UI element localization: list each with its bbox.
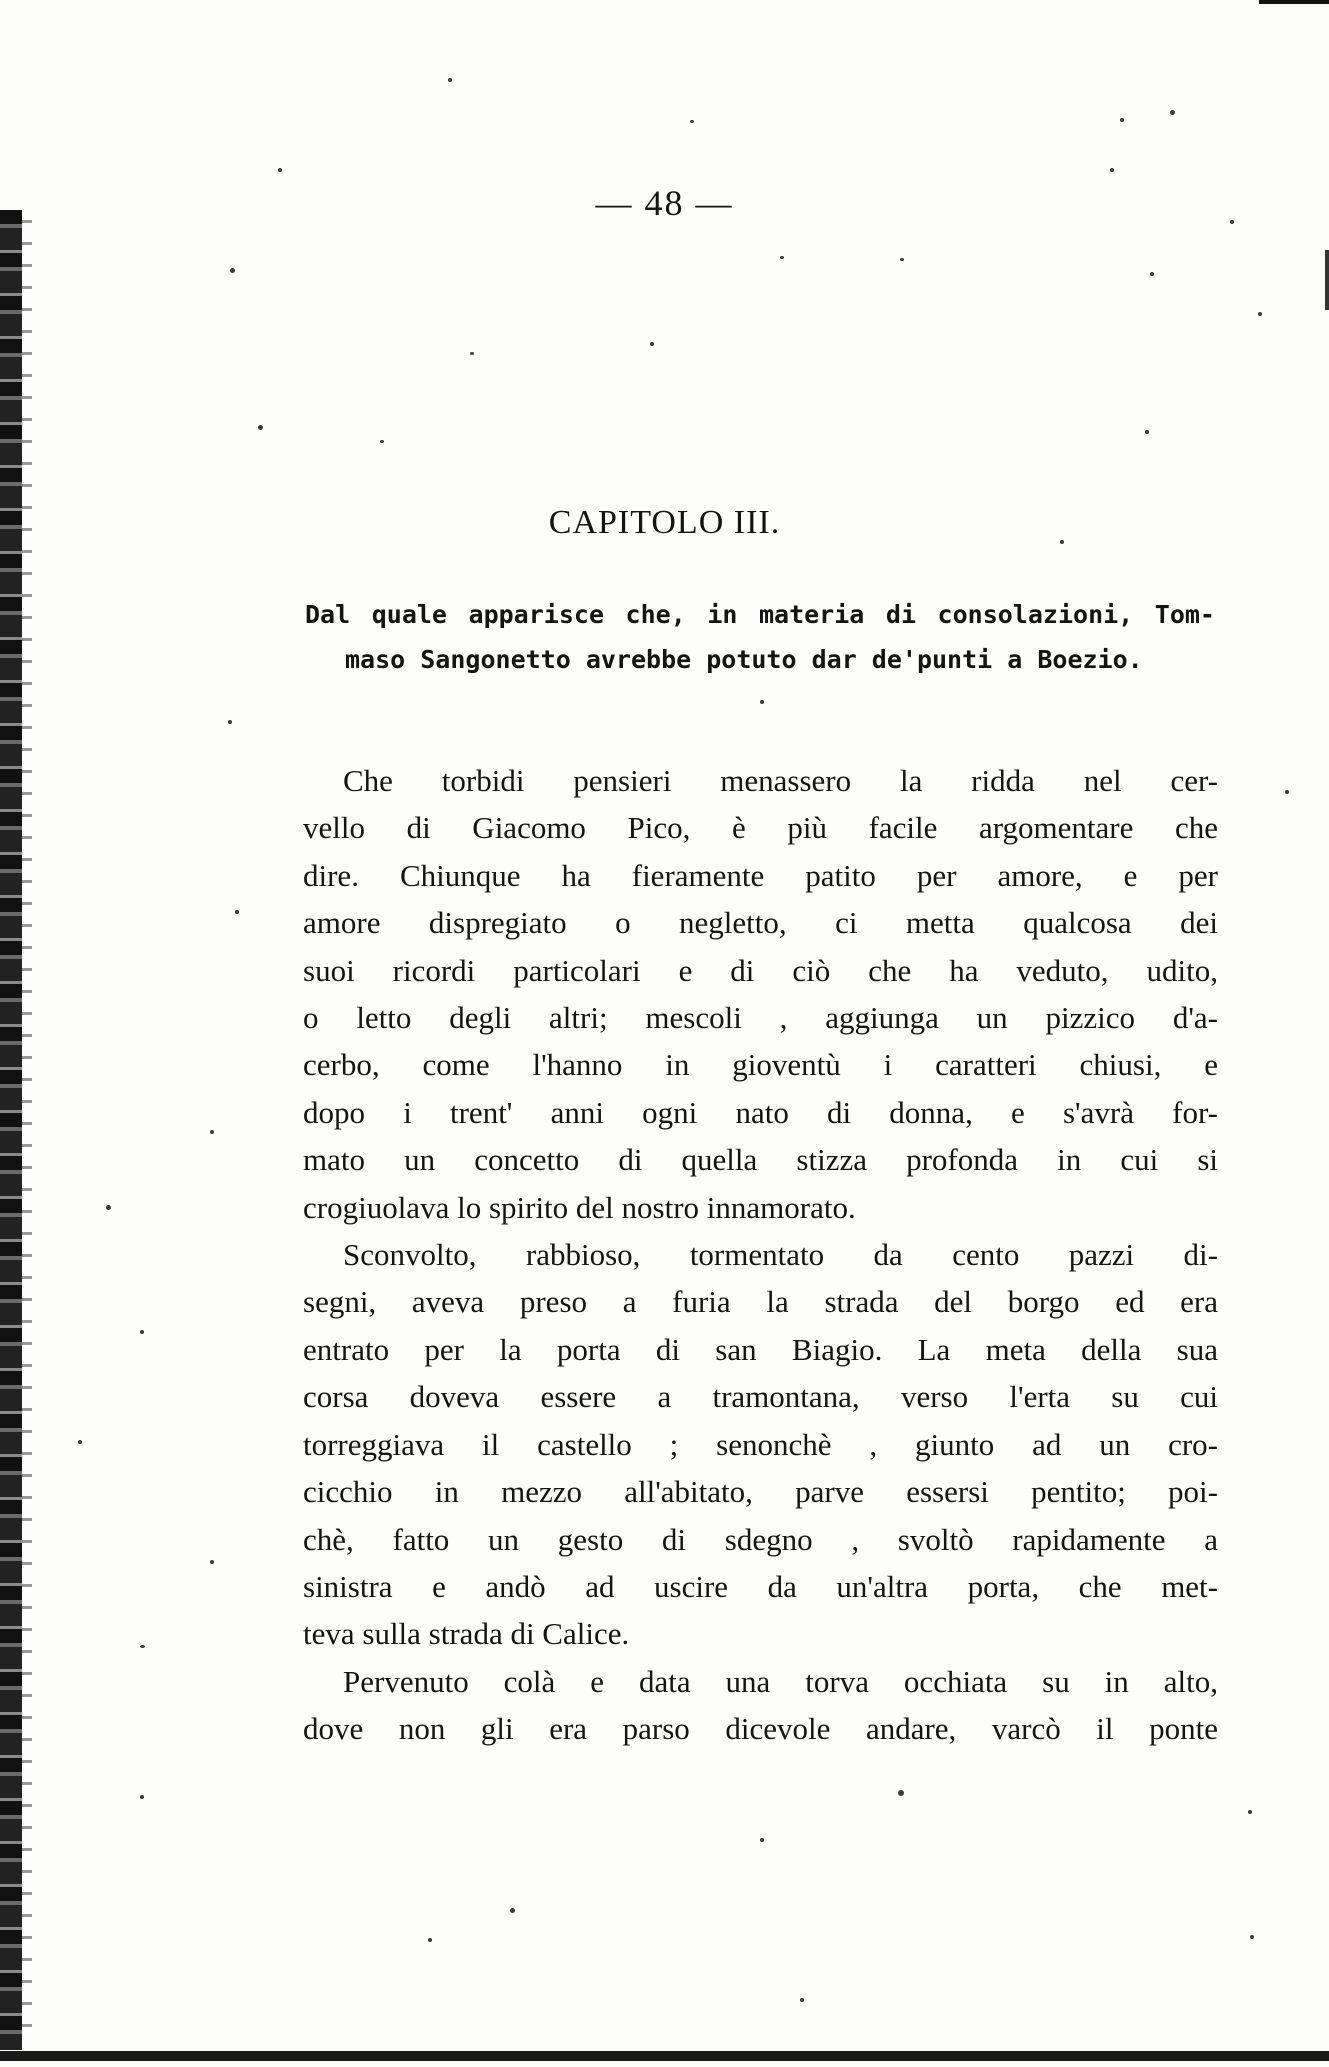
text-line: cicchio in mezzo all'abitato, parve essersi pentito; poi- (303, 1474, 1218, 1510)
text-line: torreggiava il castello ; senonchè , giunto ad un cro- (303, 1426, 1218, 1462)
text-line: o letto degli altri; mescoli , aggiunga un pizzico d'a- (303, 1000, 1218, 1036)
binding-edge (0, 210, 22, 2050)
scan-speck (210, 1130, 214, 1134)
scan-speck (510, 1908, 515, 1913)
text-line: cerbo, come l'hanno in gioventù i caratteri chiusi, e (303, 1047, 1218, 1083)
scan-speck (760, 700, 764, 704)
scan-speck (210, 1560, 214, 1564)
body-text (303, 757, 1218, 1753)
scan-speck (690, 120, 694, 123)
text-line: dove non gli era parso dicevole andare, varcò il ponte (303, 1711, 1218, 1747)
scan-speck (760, 1838, 764, 1842)
scan-speck (780, 256, 784, 259)
scan-speck (230, 268, 235, 273)
scan-speck (140, 1795, 144, 1799)
scan-speck (1170, 110, 1175, 115)
scan-speck (1285, 790, 1289, 794)
scan-speck (78, 1440, 82, 1444)
text-line: crogiuolava lo spirito del nostro innamorato. (303, 1189, 856, 1225)
text-line: Che torbidi pensieri menassero la ridda nel cer- (343, 763, 1218, 798)
text-line: entrato per la porta di san Biagio. La meta della sua (303, 1331, 1218, 1367)
scan-speck (106, 1205, 111, 1210)
scan-speck (448, 78, 452, 82)
paragraph (303, 1658, 1218, 1753)
scan-speck (258, 425, 263, 430)
right-edge (1325, 250, 1329, 310)
text-line: Pervenuto colà e data una torva occhiata su in alto, (343, 1663, 1218, 1699)
text-line: vello di Giacomo Pico, è più facile argomentare che (303, 810, 1218, 846)
text-line: dire. Chiunque ha fieramente patito per amore, e per (303, 857, 1218, 893)
scan-speck (1248, 1810, 1252, 1814)
page-number: — 48 — (595, 183, 734, 223)
text-line: dopo i trent' anni ogni nato di donna, e s'avrà for- (303, 1094, 1218, 1130)
text-line: sinistra e andò ad uscire da un'altra porta, che met- (303, 1568, 1218, 1604)
paragraph (303, 1231, 1218, 1658)
scan-speck (470, 352, 474, 355)
text-line: mato un concetto di quella stizza profonda in cui si (303, 1142, 1218, 1178)
scan-speck (1150, 272, 1154, 276)
text-line: segni, aveva preso a furia la strada del borgo ed era (303, 1284, 1218, 1320)
scan-speck (1120, 118, 1124, 122)
scan-speck (1250, 1935, 1254, 1939)
chapter-summary (305, 592, 1215, 682)
binding-edge-shadow (22, 220, 32, 2040)
scan-speck (1145, 430, 1149, 434)
text-line: suoi ricordi particolari e di ciò che ha veduto, udito, (303, 952, 1218, 988)
scan-speck (800, 1998, 804, 2002)
scan-speck (900, 258, 904, 261)
summary-line: Dal quale apparisce che, in materia di consolazioni, Tom- (305, 600, 1215, 629)
bottom-edge (0, 2051, 1329, 2061)
scan-speck (140, 1330, 144, 1334)
scan-speck (380, 440, 384, 443)
scan-speck (1110, 168, 1114, 172)
paragraph (303, 757, 1218, 1231)
text-line: teva sulla strada di Calice. (303, 1616, 630, 1652)
scan-speck (428, 1938, 432, 1942)
text-line: chè, fatto un gesto di sdegno , svoltò rapidamente a (303, 1521, 1218, 1557)
scan-speck (1258, 312, 1262, 316)
scan-speck (140, 1645, 145, 1648)
scan-speck (650, 342, 654, 346)
text-line: Sconvolto, rabbioso, tormentato da cento pazzi di- (343, 1237, 1218, 1273)
text-line: corsa doveva essere a tramontana, verso l'erta su cui (303, 1379, 1218, 1415)
top-edge (1259, 0, 1329, 4)
scan-speck (278, 168, 282, 172)
chapter-title: CAPITOLO III. (548, 504, 781, 541)
text-line: amore dispregiato o negletto, ci metta qualcosa dei (303, 905, 1218, 941)
scan-speck (235, 910, 239, 914)
scan-speck (898, 1790, 904, 1796)
summary-line: maso Sangonetto avrebbe potuto dar de'punti a Boezio. (345, 645, 1143, 674)
scan-speck (228, 720, 232, 724)
